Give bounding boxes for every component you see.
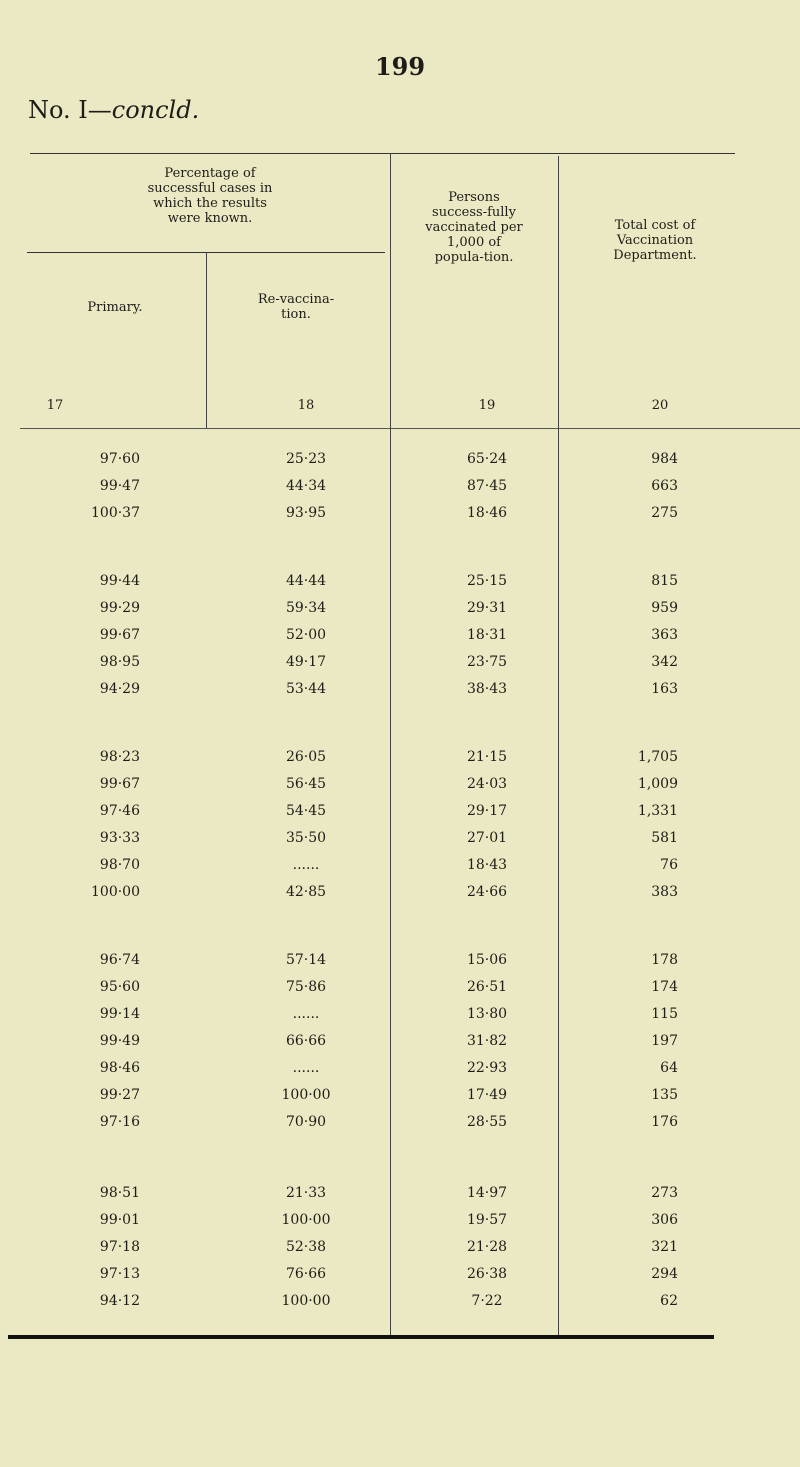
primary-pct: 99·67 bbox=[99, 776, 140, 792]
vaccinated-per-1000: 27·01 bbox=[466, 830, 508, 846]
vaccinated-per-1000: 87·45 bbox=[466, 478, 508, 494]
column-number-rule bbox=[20, 428, 800, 429]
column-divider bbox=[206, 252, 207, 428]
total-cost: 76 bbox=[660, 857, 678, 873]
vaccinated-per-1000: 21·15 bbox=[466, 749, 508, 765]
table-row bbox=[0, 1238, 800, 1265]
vaccinated-per-1000: 18·46 bbox=[466, 505, 508, 521]
total-cost: 62 bbox=[660, 1293, 678, 1309]
header-total-cost: Total cost of Vaccination Department. bbox=[613, 218, 697, 263]
primary-pct: 99·01 bbox=[99, 1212, 140, 1228]
header-primary: Primary. bbox=[87, 300, 143, 315]
table-row bbox=[0, 748, 800, 775]
primary-pct: 97·13 bbox=[99, 1266, 140, 1282]
table-row bbox=[0, 504, 800, 531]
column-divider bbox=[390, 153, 391, 1335]
table-row bbox=[0, 775, 800, 802]
primary-pct: 95·60 bbox=[99, 979, 140, 995]
revaccination-pct: ...... bbox=[292, 1006, 320, 1022]
table-row bbox=[0, 1184, 800, 1211]
table-row bbox=[0, 477, 800, 504]
total-cost: 1,331 bbox=[637, 803, 678, 819]
primary-pct: 99·47 bbox=[99, 478, 140, 494]
vaccinated-per-1000: 38·43 bbox=[466, 681, 508, 697]
table-row bbox=[0, 450, 800, 477]
total-cost: 115 bbox=[651, 1006, 678, 1022]
title-suffix: concld. bbox=[111, 96, 200, 124]
table-row bbox=[0, 951, 800, 978]
primary-pct: 98·95 bbox=[99, 654, 140, 670]
table-row bbox=[0, 978, 800, 1005]
revaccination-pct: 76·66 bbox=[285, 1266, 327, 1282]
revaccination-pct: 49·17 bbox=[285, 654, 327, 670]
primary-pct: 97·46 bbox=[99, 803, 140, 819]
table-title bbox=[28, 96, 199, 124]
primary-pct: 94·12 bbox=[99, 1293, 140, 1309]
vaccinated-per-1000: 26·51 bbox=[466, 979, 508, 995]
total-cost: 363 bbox=[651, 627, 678, 643]
row-group bbox=[0, 450, 800, 531]
column-divider bbox=[558, 156, 559, 1335]
page-number: 199 bbox=[374, 52, 426, 81]
vaccinated-per-1000: 24·03 bbox=[466, 776, 508, 792]
primary-pct: 96·74 bbox=[99, 952, 140, 968]
primary-pct: 99·29 bbox=[99, 600, 140, 616]
column-number: 20 bbox=[651, 398, 669, 413]
header-persons-per-1000: Persons success-fully vaccinated per 1,000 of popula-tion. bbox=[425, 190, 523, 265]
primary-pct: 98·51 bbox=[99, 1185, 140, 1201]
total-cost: 663 bbox=[651, 478, 678, 494]
total-cost: 383 bbox=[651, 884, 678, 900]
total-cost: 1,705 bbox=[637, 749, 678, 765]
revaccination-pct: 100·00 bbox=[281, 1212, 331, 1228]
vaccinated-per-1000: 31·82 bbox=[466, 1033, 508, 1049]
total-cost: 273 bbox=[651, 1185, 678, 1201]
primary-pct: 94·29 bbox=[99, 681, 140, 697]
row-group bbox=[0, 951, 800, 1140]
title-prefix: No. I— bbox=[28, 96, 112, 124]
vaccinated-per-1000: 23·75 bbox=[466, 654, 508, 670]
total-cost: 815 bbox=[651, 573, 678, 589]
revaccination-pct: 53·44 bbox=[285, 681, 327, 697]
primary-pct: 100·37 bbox=[91, 505, 140, 521]
total-cost: 163 bbox=[651, 681, 678, 697]
total-cost: 959 bbox=[651, 600, 678, 616]
header-percentage: Percentage of successful cases in which the results were known. bbox=[147, 166, 273, 226]
table-row bbox=[0, 1292, 800, 1319]
primary-pct: 99·14 bbox=[99, 1006, 140, 1022]
revaccination-pct: 54·45 bbox=[285, 803, 327, 819]
vaccinated-per-1000: 29·31 bbox=[466, 600, 508, 616]
table-row bbox=[0, 572, 800, 599]
primary-pct: 93·33 bbox=[99, 830, 140, 846]
table-row bbox=[0, 1032, 800, 1059]
primary-pct: 97·16 bbox=[99, 1114, 140, 1130]
vaccinated-per-1000: 24·66 bbox=[466, 884, 508, 900]
revaccination-pct: 35·50 bbox=[285, 830, 327, 846]
table-row bbox=[0, 680, 800, 707]
vaccinated-per-1000: 14·97 bbox=[466, 1185, 508, 1201]
vaccinated-per-1000: 28·55 bbox=[466, 1114, 508, 1130]
vaccinated-per-1000: 15·06 bbox=[466, 952, 508, 968]
vaccinated-per-1000: 17·49 bbox=[466, 1087, 508, 1103]
revaccination-pct: 52·00 bbox=[285, 627, 327, 643]
revaccination-pct: 26·05 bbox=[285, 749, 327, 765]
table-row bbox=[0, 1265, 800, 1292]
header-revaccination: Re-vaccina-tion. bbox=[257, 292, 335, 322]
table-row bbox=[0, 802, 800, 829]
table-row bbox=[0, 856, 800, 883]
vaccinated-per-1000: 7·22 bbox=[471, 1293, 503, 1309]
vaccinated-per-1000: 22·93 bbox=[466, 1060, 508, 1076]
revaccination-pct: ...... bbox=[292, 857, 320, 873]
revaccination-pct: 70·90 bbox=[285, 1114, 327, 1130]
revaccination-pct: 59·34 bbox=[285, 600, 327, 616]
column-number: 18 bbox=[297, 398, 315, 413]
primary-pct: 99·44 bbox=[99, 573, 140, 589]
table-row bbox=[0, 883, 800, 910]
total-cost: 275 bbox=[651, 505, 678, 521]
primary-pct: 99·49 bbox=[99, 1033, 140, 1049]
primary-pct: 97·18 bbox=[99, 1239, 140, 1255]
total-cost: 294 bbox=[651, 1266, 678, 1282]
revaccination-pct: 44·34 bbox=[285, 478, 327, 494]
vaccinated-per-1000: 18·31 bbox=[466, 627, 508, 643]
table-row bbox=[0, 1086, 800, 1113]
revaccination-pct: 93·95 bbox=[285, 505, 327, 521]
row-group bbox=[0, 572, 800, 707]
total-cost: 342 bbox=[651, 654, 678, 670]
revaccination-pct: 75·86 bbox=[285, 979, 327, 995]
primary-pct: 98·23 bbox=[99, 749, 140, 765]
row-group bbox=[0, 1184, 800, 1319]
table-row bbox=[0, 1211, 800, 1238]
vaccinated-per-1000: 26·38 bbox=[466, 1266, 508, 1282]
revaccination-pct: 52·38 bbox=[285, 1239, 327, 1255]
total-cost: 64 bbox=[660, 1060, 678, 1076]
table-row bbox=[0, 1005, 800, 1032]
total-cost: 178 bbox=[651, 952, 678, 968]
revaccination-pct: 21·33 bbox=[285, 1185, 327, 1201]
revaccination-pct: 100·00 bbox=[281, 1087, 331, 1103]
total-cost: 306 bbox=[651, 1212, 678, 1228]
primary-pct: 100·00 bbox=[91, 884, 140, 900]
header-top-rule bbox=[30, 153, 735, 154]
total-cost: 174 bbox=[651, 979, 678, 995]
column-number: 19 bbox=[478, 398, 496, 413]
table-row bbox=[0, 599, 800, 626]
vaccinated-per-1000: 29·17 bbox=[466, 803, 508, 819]
vaccinated-per-1000: 25·15 bbox=[466, 573, 508, 589]
revaccination-pct: ...... bbox=[292, 1060, 320, 1076]
revaccination-pct: 100·00 bbox=[281, 1293, 331, 1309]
revaccination-pct: 25·23 bbox=[285, 451, 327, 467]
primary-pct: 99·27 bbox=[99, 1087, 140, 1103]
vaccinated-per-1000: 21·28 bbox=[466, 1239, 508, 1255]
revaccination-pct: 44·44 bbox=[285, 573, 327, 589]
primary-pct: 97·60 bbox=[99, 451, 140, 467]
total-cost: 984 bbox=[651, 451, 678, 467]
table-bottom-rule bbox=[8, 1335, 714, 1339]
vaccinated-per-1000: 19·57 bbox=[466, 1212, 508, 1228]
vaccinated-per-1000: 18·43 bbox=[466, 857, 508, 873]
total-cost: 176 bbox=[651, 1114, 678, 1130]
table-row bbox=[0, 653, 800, 680]
revaccination-pct: 56·45 bbox=[285, 776, 327, 792]
primary-pct: 98·46 bbox=[99, 1060, 140, 1076]
column-number: 17 bbox=[46, 398, 64, 413]
vaccinated-per-1000: 13·80 bbox=[466, 1006, 508, 1022]
primary-pct: 99·67 bbox=[99, 627, 140, 643]
revaccination-pct: 57·14 bbox=[285, 952, 327, 968]
total-cost: 135 bbox=[651, 1087, 678, 1103]
revaccination-pct: 42·85 bbox=[285, 884, 327, 900]
revaccination-pct: 66·66 bbox=[285, 1033, 327, 1049]
primary-pct: 98·70 bbox=[99, 857, 140, 873]
table-row bbox=[0, 829, 800, 856]
table-row bbox=[0, 626, 800, 653]
total-cost: 1,009 bbox=[637, 776, 678, 792]
row-group bbox=[0, 748, 800, 910]
total-cost: 581 bbox=[651, 830, 678, 846]
table-row bbox=[0, 1059, 800, 1086]
vaccinated-per-1000: 65·24 bbox=[466, 451, 508, 467]
table-row bbox=[0, 1113, 800, 1140]
total-cost: 321 bbox=[651, 1239, 678, 1255]
total-cost: 197 bbox=[651, 1033, 678, 1049]
